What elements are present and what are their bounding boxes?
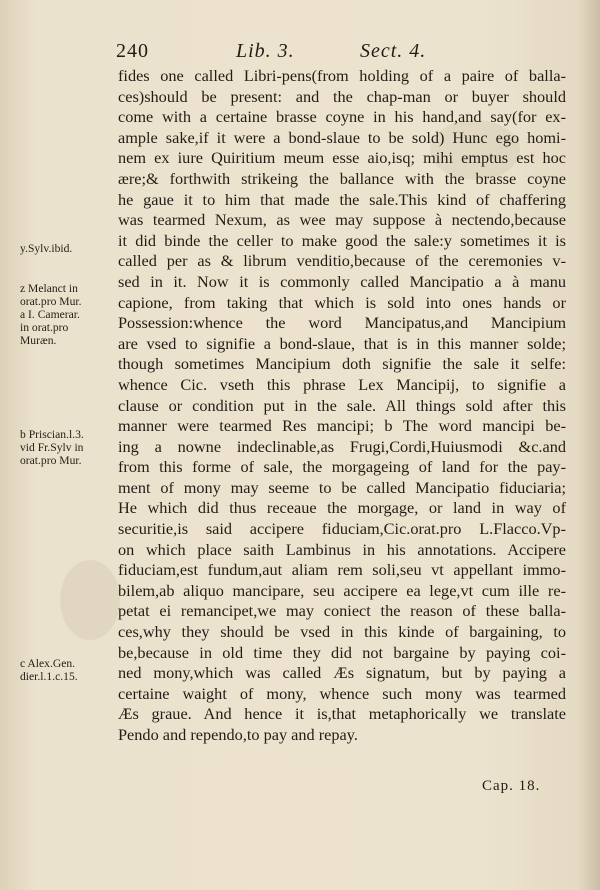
section-label: Sect. 4. [360,40,427,62]
text-line: be,because in old time they did not bargaine by paying coi- [118,642,566,662]
text-line: was tearmed Nexum, as wee may suppose à nectendo,because [118,210,566,230]
margin-note-line: in orat.pro [20,321,69,334]
margin-note-line: orat.pro Mur. [20,454,82,467]
text-line: Æs graue. And hence it is,that metaphorically we translate [118,704,566,724]
text-line: fiduciam,est fundum,aut aliam rem soli,seu vt appellant immo- [118,560,566,580]
text-line: Pendo and rependo,to pay and repay. [118,725,358,744]
page-gutter-shadow [578,0,600,890]
text-line: ing a nowne indeclinable,as Frugi,Cordi,Huiusmodi &c.and [118,436,566,456]
text-line: ment of mony may seeme to be called Mancipatio fiduciaria; [118,477,566,497]
book-label: Lib. 3. [236,40,295,62]
text-line: clause or condition put in the sale. All things sold after this [118,395,566,415]
text-line: fides one called Libri-pens(from holding of a paire of balla- [118,66,566,85]
margin-note-b [20,428,120,467]
paper-stain [60,560,120,640]
text-line: ces,why they should be vsed in this kinde of bargaining, to [118,622,566,642]
margin-note-z-a [20,282,120,347]
text-line: manner were tearmed Res mancipi; b The word mancipi be- [118,416,566,436]
text-line: capione, from taking that which is sold into ones hands or [118,292,566,312]
margin-note-line: y.Sylv.ibid. [20,242,73,255]
text-line: though sometimes Mancipium doth signifie the sale it selfe: [118,354,566,374]
running-header [116,40,556,66]
text-line: nem ex iure Quiritium meum esse aio,isq; mihi emptus est hoc [118,148,566,168]
text-line: ces)should be present: and the chap-man or buyer should [118,86,566,106]
text-line: called per as & librum venditio,because of the ceremonies v- [118,251,566,271]
margin-note-y [20,242,120,255]
margin-note-line: b Priscian.l.3. [20,428,84,441]
text-line: from this forme of sale, the morgageing of land for the pay- [118,457,566,477]
text-line: whence Cic. vseth this phrase Lex Mancipij, to signifie a [118,374,566,394]
margin-note-line: dier.l.1.c.15. [20,670,78,683]
text-line: sed in it. Now it is commonly called Mancipatio a à manu [118,271,566,291]
text-line: come with a certaine brasse coyne in his hand,and say(for ex- [118,107,566,127]
margin-note-line: orat.pro Mur. [20,295,82,308]
text-line: bilem,ab aliquo mancipare, seu accipere ea lege,vt cum ille re- [118,580,566,600]
margin-note-line: a I. Camerar. [20,308,80,321]
text-line: it did binde the celler to make good the sale:y sometimes it is [118,230,566,250]
body-text [118,66,566,746]
text-line: are vsed to signifie a bond-slaue, that is in this manner solde; [118,333,566,353]
text-line: certaine waight of mony, whence such mony was tearmed [118,683,566,703]
text-line: He which did thus receaue the morgage, or land in way of [118,498,566,518]
catchword: Cap. 18. [482,778,541,794]
text-line: ære;& forthwith strikeing the ballance with the brasse coyne [118,168,566,188]
text-line: Possession:whence the word Mancipatus,and Mancipium [118,313,566,333]
margin-note-line: vid Fr.Sylv in [20,441,84,454]
text-line: ned mony,which was called Æs signatum, but by paying a [118,663,566,683]
text-line: on which place saith Lambinus in his annotations. Accipere [118,539,566,559]
page-number: 240 [116,40,149,62]
text-line: petat ei remancipet,we may coniect the reason of these balla- [118,601,566,621]
text-line: securitie,is said accipere fiduciam,Cic.orat.pro L.Flacco.Vp- [118,519,566,539]
margin-note-line: c Alex.Gen. [20,657,76,670]
text-line: ample sake,if it were a bond-slaue to be sold) Hunc ego homi- [118,127,566,147]
margin-note-line: Muræn. [20,334,57,347]
margin-note-line: z Melanct in [20,282,78,295]
margin-note-c [20,657,120,683]
text-line: he gaue it to him that made the sale.This kind of chaffering [118,189,566,209]
